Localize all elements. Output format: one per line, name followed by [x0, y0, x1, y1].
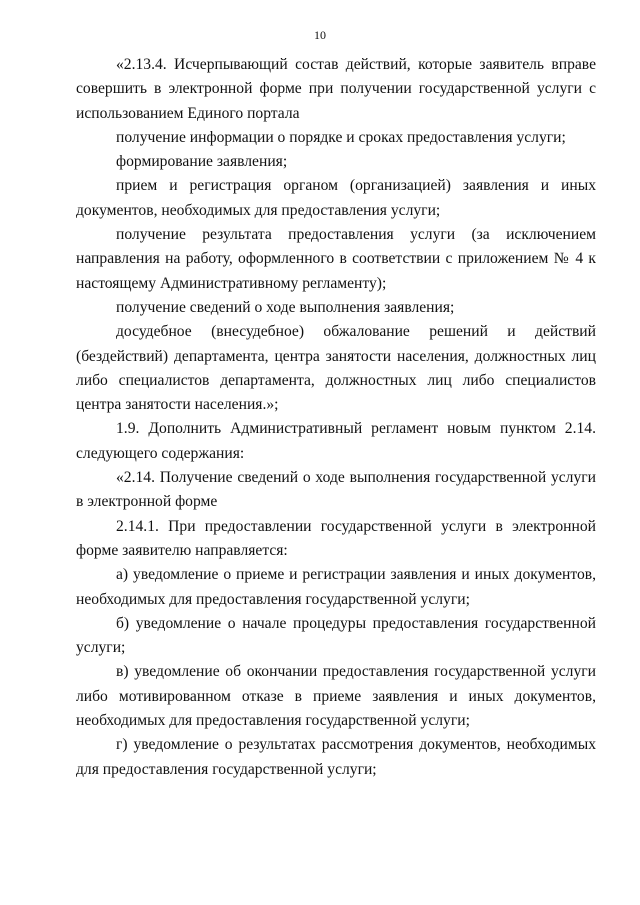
page-number: 10 [314, 28, 326, 42]
list-item-v: в) уведомление об окончании предоставления государственной услуги либо мотивированном отказе в приеме заявления и иных документов, необходимых для предоставления государственной услуги; [76, 663, 596, 730]
paragraph-2-14-1: 2.14.1. При предоставлении государственной услуги в электронной форме заявителю направляется: [76, 517, 596, 559]
paragraph-1-9: 1.9. Дополнить Административный регламент новым пунктом 2.14. следующего содержания: [76, 420, 596, 462]
list-item-g: г) уведомление о результатах рассмотрения документов, необходимых для предоставления государственной услуги; [76, 736, 596, 778]
list-item-a: а) уведомление о приеме и регистрации заявления и иных документов, необходимых для предоставления государственной услуги; [76, 566, 596, 608]
paragraph-progress-info: получение сведений о ходе выполнения заявления; [116, 298, 455, 316]
paragraph-pretrial-appeal: досудебное (внесудебное) обжалование решений и действий (бездействий) департамента, центра занятости населения, должностных лиц либо специалистов департамента, должностных лиц либо специалистов центра занятости населения.»; [76, 323, 596, 414]
paragraph-application-forming: формирование заявления; [116, 153, 288, 171]
paragraph-info-receipt: получение информации о порядке и сроках предоставления услуги; [116, 128, 566, 146]
list-item-b: б) уведомление о начале процедуры предоставления государственной услуги; [76, 614, 596, 657]
paragraph-result-receipt: получение результата предоставления услуги (за исключением направления на работу, оформленного в соответствии с приложением № 4 к настоящему Административному регламенту); [76, 226, 596, 292]
paragraph-2-13-4-intro: «2.13.4. Исчерпывающий состав действий, которые заявитель вправе совершить в электронной форме при получении государственной услуги с использованием Единого портала [76, 56, 596, 122]
document-body [76, 53, 596, 782]
paragraph-reception-registration: прием и регистрация органом (организацией) заявления и иных документов, необходимых для предоставления услуги; [76, 177, 596, 219]
paragraph-2-14-heading: «2.14. Получение сведений о ходе выполнения государственной услуги в электронной форме [76, 469, 596, 511]
